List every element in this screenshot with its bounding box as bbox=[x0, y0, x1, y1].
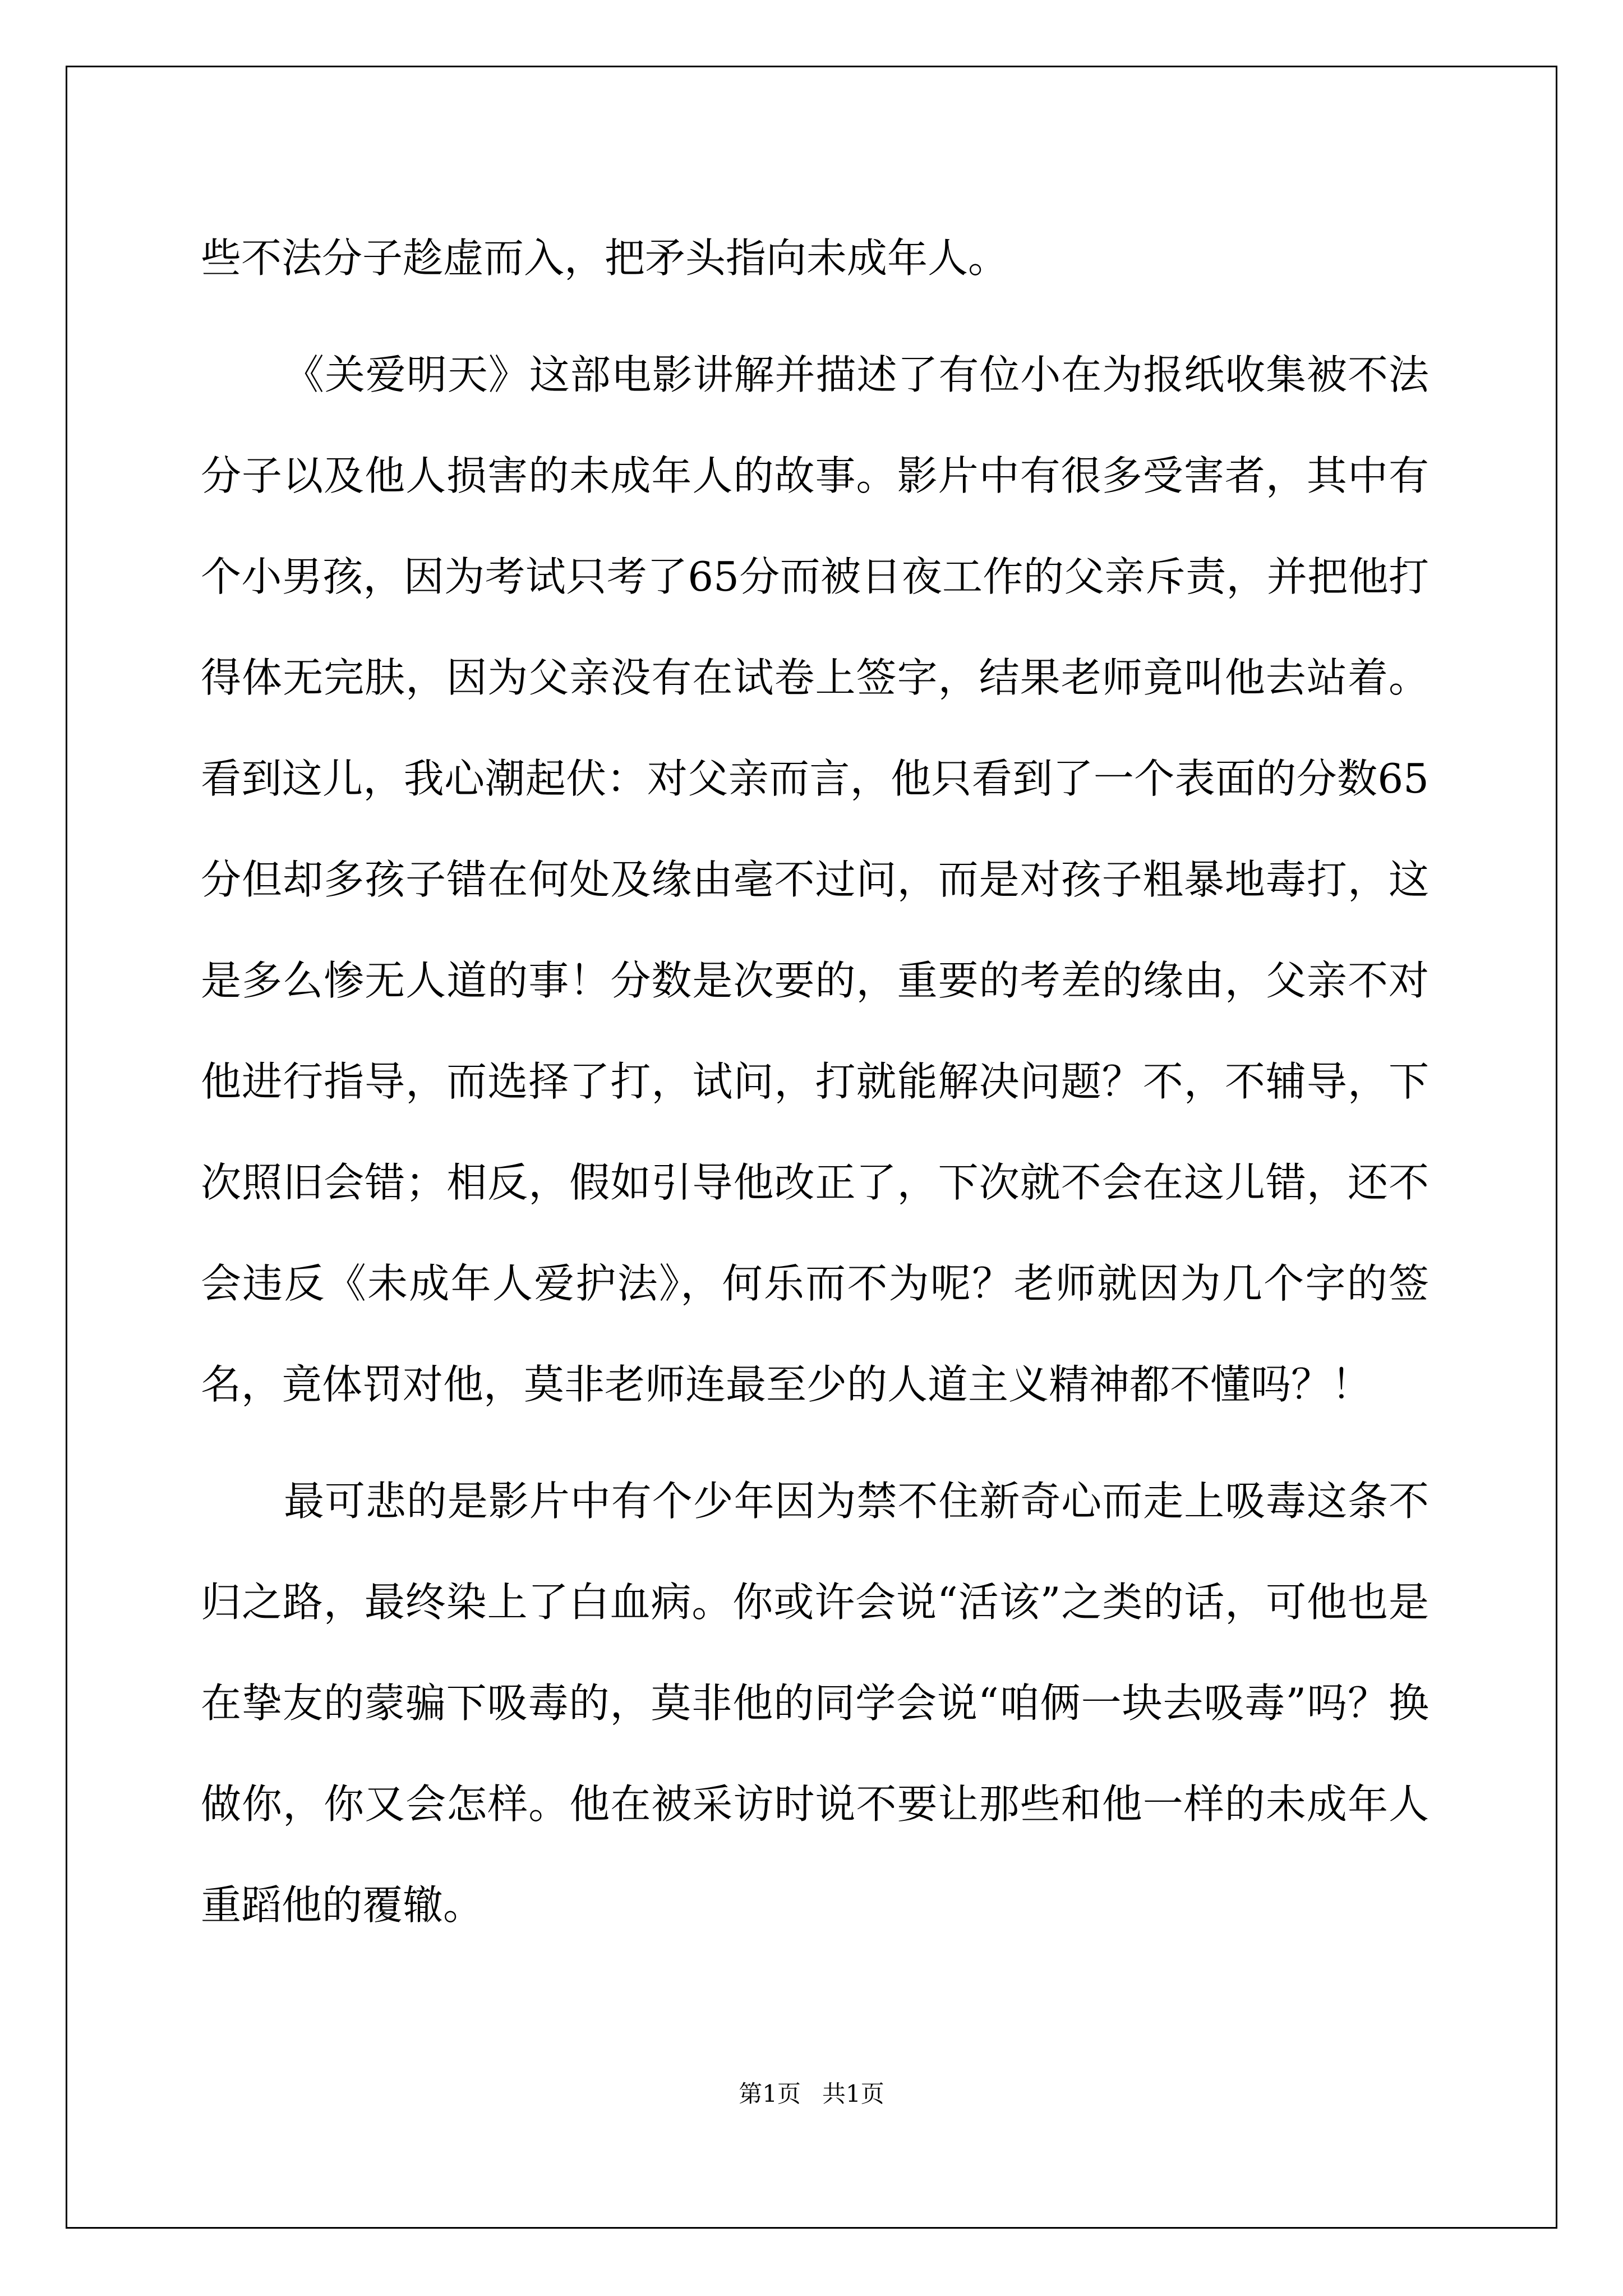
page-footer bbox=[0, 2080, 1623, 2108]
paragraph-3: 最可悲的是影片中有个少年因为禁不住新奇心而走上吸毒这条不归之路，最终染上了白血病。你或许会说“活该”之类的话，可他也是在挚友的蒙骗下吸毒的，莫非他的同学会说“咱俩一块去吸毒”吗？换做你，你又会怎样。他在被采访时说不要让那些和他一样的未成年人重蹈他的覆辙。 bbox=[201, 1478, 1429, 1929]
document-body bbox=[201, 208, 1429, 1971]
paragraph-2: 《关爱明天》这部电影讲解并描述了有位小在为报纸收集被不法分子以及他人损害的未成年人的故事。影片中有很多受害者，其中有个小男孩，因为考试只考了65分而被日夜工作的父亲斥责，并把他打得体无完肤，因为父亲没有在试卷上签字，结果老师竟叫他去站着。看到这儿，我心潮起伏：对父亲而言，他只看到了一个表面的分数65分但却多孩子错在何处及缘由毫不过问，而是对孩子粗暴地毒打，这是多么惨无人道的事！分数是次要的，重要的考差的缘由，父亲不对他进行指导，而选择了打，试问，打就能解决问题？不，不辅导，下次照旧会错；相反，假如引导他改正了，下次就不会在这儿错，还不会违反《未成年人爱护法》，何乐而不为呢？老师就因为几个字的签名，竟体罚对他，莫非老师连最至少的人道主义精神都不懂吗？！ bbox=[201, 351, 1429, 1408]
paragraph-1: 些不法分子趁虚而入，把矛头指向未成年人。 bbox=[201, 234, 1009, 282]
page-number: 第1页 bbox=[739, 2080, 801, 2108]
page-total: 共1页 bbox=[822, 2080, 884, 2108]
